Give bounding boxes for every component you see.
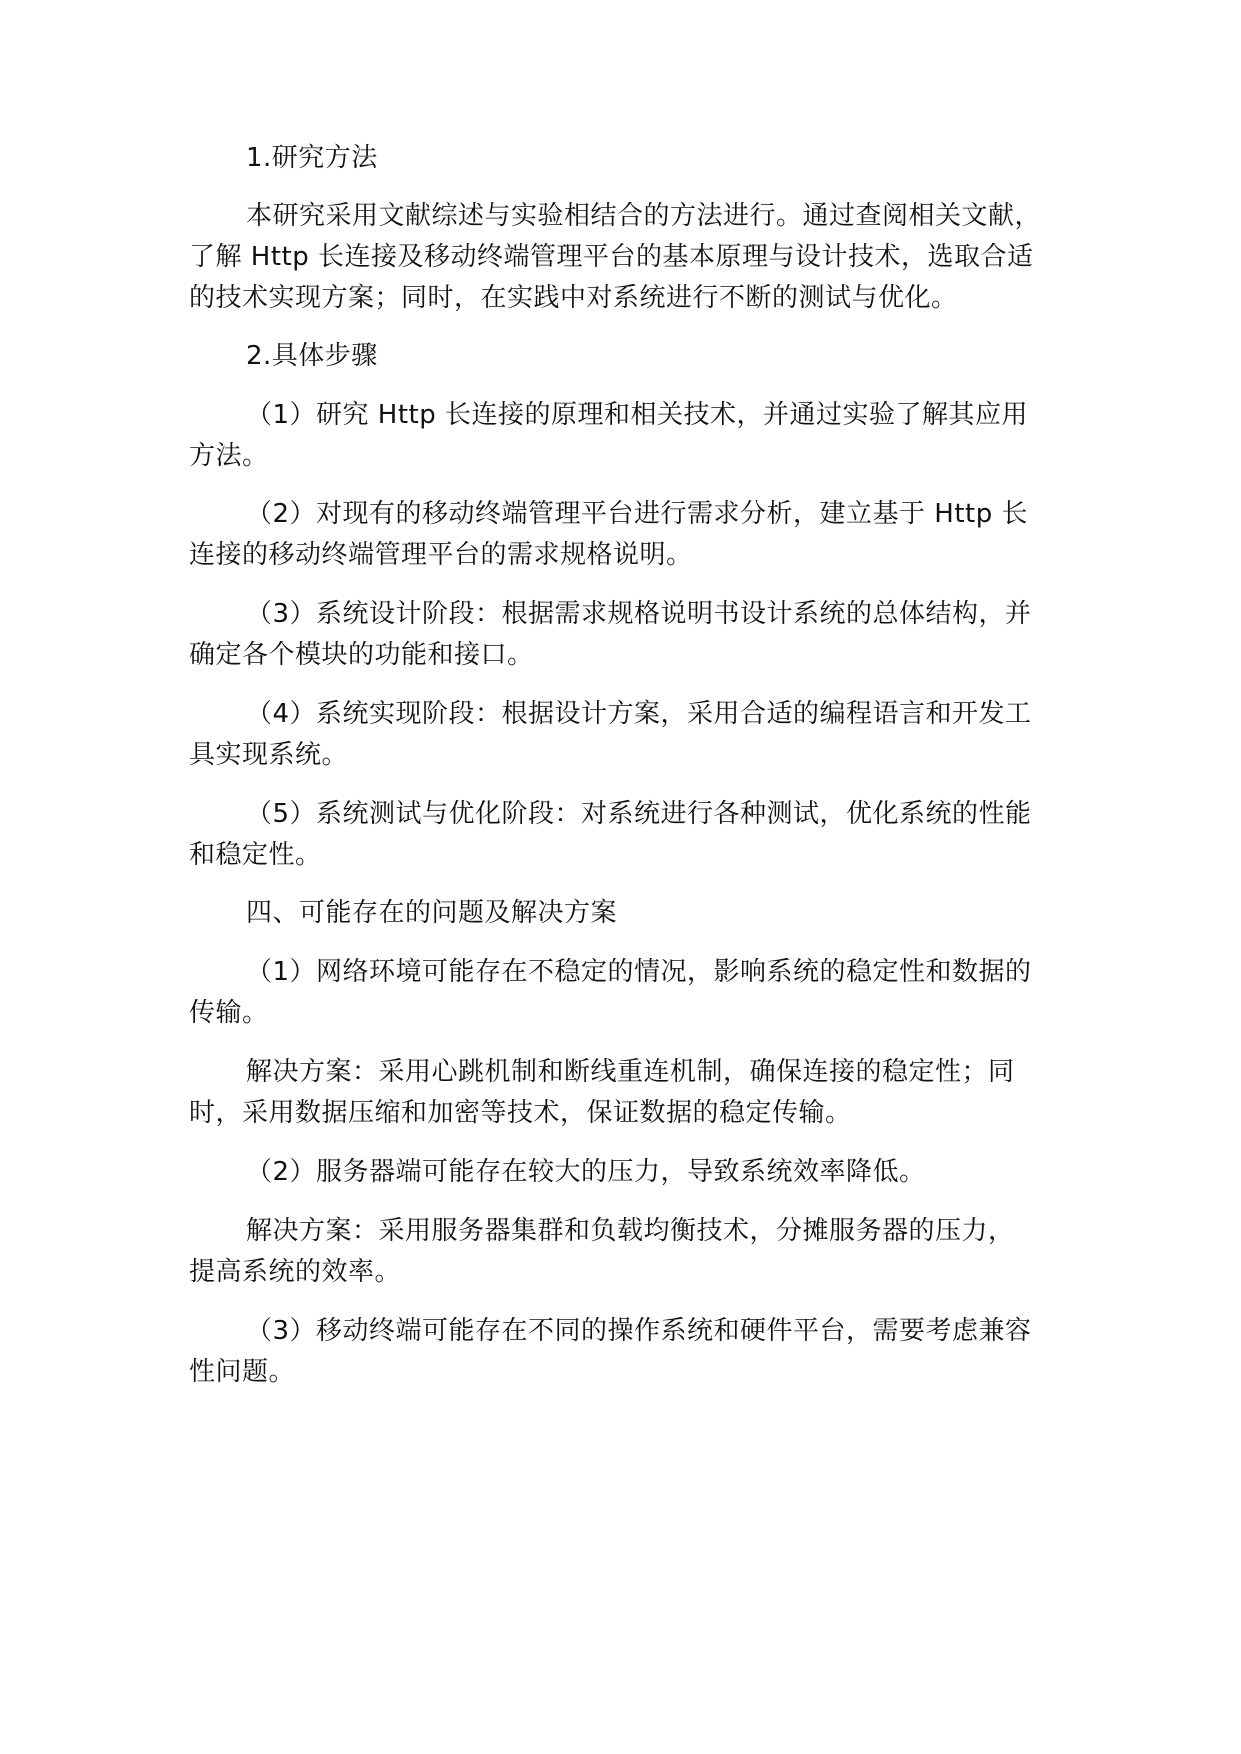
paragraph-line: 的技术实现方案；同时，在实践中对系统进行不断的测试与优化。	[189, 283, 958, 313]
section-heading-research-method: 1.研究方法	[246, 143, 378, 173]
list-item-line: （4）系统实现阶段：根据设计方案，采用合适的编程语言和开发工	[246, 699, 1032, 729]
list-item-line: 和稳定性。	[189, 840, 322, 870]
list-item-line: 具实现系统。	[189, 740, 349, 770]
list-item-line: （1）研究 Http 长连接的原理和相关技术，并通过实验了解其应用	[246, 400, 1029, 430]
list-item-line: （3）系统设计阶段：根据需求规格说明书设计系统的总体结构，并	[246, 599, 1032, 629]
list-item-line: 连接的移动终端管理平台的需求规格说明。	[189, 540, 693, 570]
solution-line: 提高系统的效率。	[189, 1257, 402, 1287]
list-item-line: 传输。	[189, 998, 269, 1028]
list-item-line: 性问题。	[189, 1357, 296, 1387]
list-item-line: （2）对现有的移动终端管理平台进行需求分析，建立基于 Http 长	[246, 499, 1029, 529]
list-item-line: （5）系统测试与优化阶段：对系统进行各种测试，优化系统的性能	[246, 799, 1032, 829]
list-item-line: （3）移动终端可能存在不同的操作系统和硬件平台，需要考虑兼容	[246, 1316, 1032, 1346]
section-heading-problems: 四、可能存在的问题及解决方案	[246, 898, 618, 928]
solution-line: 时，采用数据压缩和加密等技术，保证数据的稳定传输。	[189, 1098, 852, 1128]
paragraph-line: 本研究采用文献综述与实验相结合的方法进行。通过查阅相关文献，	[246, 201, 1042, 231]
list-item-line: （2）服务器端可能存在较大的压力，导致系统效率降低。	[246, 1157, 926, 1187]
section-heading-steps: 2.具体步骤	[246, 341, 378, 371]
paragraph-line: 了解 Http 长连接及移动终端管理平台的基本原理与设计技术，选取合适	[189, 242, 1034, 272]
list-item-line: 确定各个模块的功能和接口。	[189, 640, 534, 670]
solution-line: 解决方案：采用服务器集群和负载均衡技术，分摊服务器的压力，	[246, 1216, 1015, 1246]
list-item-line: 方法。	[189, 441, 269, 471]
list-item-line: （1）网络环境可能存在不稳定的情况，影响系统的稳定性和数据的	[246, 957, 1032, 987]
solution-line: 解决方案：采用心跳机制和断线重连机制，确保连接的稳定性；同	[246, 1057, 1015, 1087]
